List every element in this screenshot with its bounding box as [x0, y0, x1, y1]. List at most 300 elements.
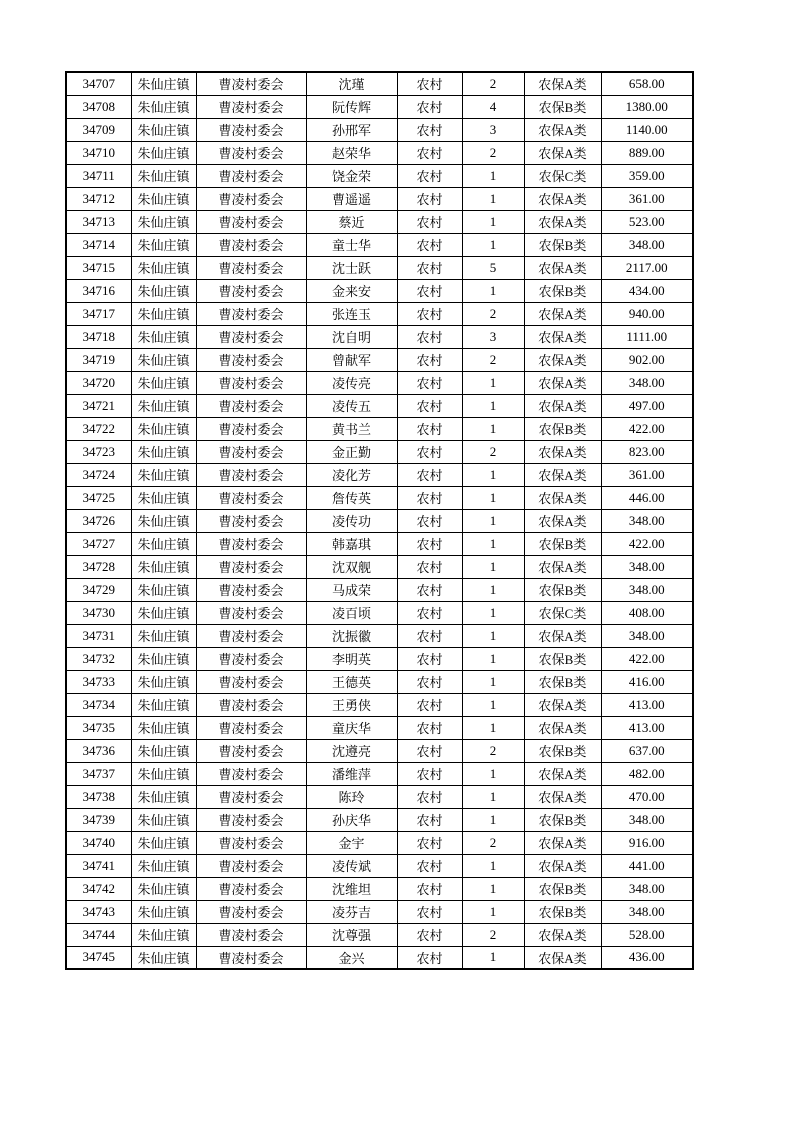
table-cell-town: 朱仙庄镇	[131, 164, 196, 187]
table-cell-amount: 1140.00	[601, 118, 693, 141]
table-cell-village-committee: 曹凌村委会	[196, 95, 306, 118]
table-cell-village-committee: 曹凌村委会	[196, 854, 306, 877]
table-cell-record-id: 34723	[66, 440, 131, 463]
table-cell-person-name: 沈双舰	[306, 555, 397, 578]
table-cell-record-id: 34744	[66, 923, 131, 946]
table-cell-person-name: 沈自明	[306, 325, 397, 348]
table-cell-insurance-category: 农保A类	[524, 325, 601, 348]
table-cell-residence-type: 农村	[397, 923, 462, 946]
table-cell-residence-type: 农村	[397, 808, 462, 831]
table-cell-amount: 422.00	[601, 417, 693, 440]
table-cell-insurance-category: 农保B类	[524, 647, 601, 670]
table-cell-insurance-category: 农保A类	[524, 693, 601, 716]
table-cell-village-committee: 曹凌村委会	[196, 785, 306, 808]
table-cell-insurance-category: 农保A类	[524, 831, 601, 854]
table-cell-person-count: 2	[462, 302, 524, 325]
table-cell-village-committee: 曹凌村委会	[196, 118, 306, 141]
table-cell-town: 朱仙庄镇	[131, 233, 196, 256]
table-cell-record-id: 34717	[66, 302, 131, 325]
table-cell-insurance-category: 农保A类	[524, 302, 601, 325]
table-cell-residence-type: 农村	[397, 256, 462, 279]
table-cell-person-name: 凌传五	[306, 394, 397, 417]
table-cell-town: 朱仙庄镇	[131, 72, 196, 95]
table-cell-amount: 497.00	[601, 394, 693, 417]
table-cell-amount: 434.00	[601, 279, 693, 302]
table-cell-amount: 940.00	[601, 302, 693, 325]
table-cell-town: 朱仙庄镇	[131, 509, 196, 532]
table-cell-village-committee: 曹凌村委会	[196, 624, 306, 647]
table-cell-insurance-category: 农保B类	[524, 233, 601, 256]
table-row	[66, 601, 693, 624]
table-cell-record-id: 34735	[66, 716, 131, 739]
table-row	[66, 72, 693, 95]
table-cell-village-committee: 曹凌村委会	[196, 394, 306, 417]
table-cell-village-committee: 曹凌村委会	[196, 463, 306, 486]
table-cell-person-name: 孙庆华	[306, 808, 397, 831]
table-row	[66, 716, 693, 739]
table-cell-insurance-category: 农保B类	[524, 739, 601, 762]
table-row	[66, 256, 693, 279]
table-cell-village-committee: 曹凌村委会	[196, 555, 306, 578]
table-cell-record-id: 34725	[66, 486, 131, 509]
table-cell-town: 朱仙庄镇	[131, 463, 196, 486]
table-cell-insurance-category: 农保A类	[524, 785, 601, 808]
table-cell-insurance-category: 农保A类	[524, 854, 601, 877]
table-row	[66, 808, 693, 831]
table-cell-residence-type: 农村	[397, 95, 462, 118]
table-cell-town: 朱仙庄镇	[131, 716, 196, 739]
table-cell-residence-type: 农村	[397, 900, 462, 923]
table-cell-amount: 361.00	[601, 187, 693, 210]
table-cell-village-committee: 曹凌村委会	[196, 486, 306, 509]
table-cell-amount: 2117.00	[601, 256, 693, 279]
table-cell-person-name: 凌百顷	[306, 601, 397, 624]
table-cell-town: 朱仙庄镇	[131, 877, 196, 900]
table-row	[66, 118, 693, 141]
table-cell-insurance-category: 农保A类	[524, 141, 601, 164]
table-cell-person-name: 金正勤	[306, 440, 397, 463]
table-cell-residence-type: 农村	[397, 210, 462, 233]
table-cell-person-count: 2	[462, 72, 524, 95]
table-cell-record-id: 34742	[66, 877, 131, 900]
table-cell-town: 朱仙庄镇	[131, 394, 196, 417]
table-cell-person-count: 1	[462, 578, 524, 601]
table-cell-residence-type: 农村	[397, 440, 462, 463]
table-cell-village-committee: 曹凌村委会	[196, 601, 306, 624]
table-cell-amount: 441.00	[601, 854, 693, 877]
table-cell-village-committee: 曹凌村委会	[196, 417, 306, 440]
table-cell-town: 朱仙庄镇	[131, 187, 196, 210]
table-cell-town: 朱仙庄镇	[131, 371, 196, 394]
table-cell-amount: 1111.00	[601, 325, 693, 348]
table-cell-amount: 823.00	[601, 440, 693, 463]
table-cell-person-name: 金宇	[306, 831, 397, 854]
table-cell-residence-type: 农村	[397, 486, 462, 509]
table-cell-village-committee: 曹凌村委会	[196, 233, 306, 256]
table-cell-village-committee: 曹凌村委会	[196, 532, 306, 555]
table-cell-residence-type: 农村	[397, 233, 462, 256]
table-cell-residence-type: 农村	[397, 578, 462, 601]
table-row	[66, 670, 693, 693]
table-cell-person-count: 2	[462, 141, 524, 164]
table-cell-village-committee: 曹凌村委会	[196, 923, 306, 946]
table-cell-insurance-category: 农保A类	[524, 946, 601, 969]
table-row	[66, 877, 693, 900]
table-cell-person-count: 2	[462, 348, 524, 371]
table-cell-insurance-category: 农保A类	[524, 486, 601, 509]
table-cell-record-id: 34718	[66, 325, 131, 348]
table-cell-insurance-category: 农保C类	[524, 601, 601, 624]
table-cell-person-count: 1	[462, 463, 524, 486]
table-cell-amount: 348.00	[601, 578, 693, 601]
table-cell-record-id: 34740	[66, 831, 131, 854]
table-cell-insurance-category: 农保B类	[524, 532, 601, 555]
table-cell-insurance-category: 农保A类	[524, 624, 601, 647]
table-cell-person-count: 1	[462, 716, 524, 739]
table-cell-person-count: 1	[462, 670, 524, 693]
table-cell-town: 朱仙庄镇	[131, 141, 196, 164]
table-cell-record-id: 34709	[66, 118, 131, 141]
table-cell-residence-type: 农村	[397, 785, 462, 808]
table-row	[66, 946, 693, 969]
table-cell-residence-type: 农村	[397, 302, 462, 325]
table-row	[66, 578, 693, 601]
table-cell-residence-type: 农村	[397, 279, 462, 302]
table-cell-residence-type: 农村	[397, 141, 462, 164]
table-cell-person-name: 凌传功	[306, 509, 397, 532]
table-cell-person-count: 1	[462, 210, 524, 233]
table-cell-person-count: 1	[462, 555, 524, 578]
table-cell-amount: 902.00	[601, 348, 693, 371]
table-cell-record-id: 34739	[66, 808, 131, 831]
table-cell-record-id: 34730	[66, 601, 131, 624]
table-cell-town: 朱仙庄镇	[131, 946, 196, 969]
table-cell-insurance-category: 农保B类	[524, 417, 601, 440]
table-cell-record-id: 34710	[66, 141, 131, 164]
table-cell-town: 朱仙庄镇	[131, 739, 196, 762]
table-cell-village-committee: 曹凌村委会	[196, 670, 306, 693]
table-cell-record-id: 34724	[66, 463, 131, 486]
table-cell-residence-type: 农村	[397, 555, 462, 578]
table-cell-village-committee: 曹凌村委会	[196, 302, 306, 325]
table-cell-town: 朱仙庄镇	[131, 808, 196, 831]
table-cell-insurance-category: 农保B类	[524, 808, 601, 831]
table-cell-insurance-category: 农保A类	[524, 509, 601, 532]
table-row	[66, 279, 693, 302]
table-cell-person-count: 1	[462, 854, 524, 877]
table-cell-amount: 528.00	[601, 923, 693, 946]
table-cell-village-committee: 曹凌村委会	[196, 877, 306, 900]
table-cell-person-count: 1	[462, 946, 524, 969]
table-cell-person-count: 2	[462, 440, 524, 463]
table-cell-insurance-category: 农保A类	[524, 440, 601, 463]
table-cell-person-count: 1	[462, 762, 524, 785]
table-cell-person-name: 凌芬吉	[306, 900, 397, 923]
table-cell-insurance-category: 农保A类	[524, 72, 601, 95]
table-cell-person-count: 1	[462, 900, 524, 923]
table-row	[66, 923, 693, 946]
table-cell-amount: 408.00	[601, 601, 693, 624]
table-cell-record-id: 34722	[66, 417, 131, 440]
table-cell-record-id: 34741	[66, 854, 131, 877]
table-cell-village-committee: 曹凌村委会	[196, 739, 306, 762]
table-cell-record-id: 34729	[66, 578, 131, 601]
table-cell-person-name: 沈瑾	[306, 72, 397, 95]
table-cell-person-name: 赵荣华	[306, 141, 397, 164]
table-cell-town: 朱仙庄镇	[131, 210, 196, 233]
table-cell-person-count: 1	[462, 877, 524, 900]
table-cell-record-id: 34713	[66, 210, 131, 233]
table-cell-amount: 413.00	[601, 693, 693, 716]
table-cell-amount: 916.00	[601, 831, 693, 854]
table-cell-record-id: 34736	[66, 739, 131, 762]
table-cell-person-name: 陈玲	[306, 785, 397, 808]
table-row	[66, 831, 693, 854]
table-cell-village-committee: 曹凌村委会	[196, 279, 306, 302]
table-cell-person-count: 2	[462, 739, 524, 762]
table-cell-residence-type: 农村	[397, 509, 462, 532]
table-row	[66, 210, 693, 233]
table-cell-residence-type: 农村	[397, 946, 462, 969]
table-cell-record-id: 34728	[66, 555, 131, 578]
table-row	[66, 141, 693, 164]
table-cell-amount: 446.00	[601, 486, 693, 509]
table-cell-person-name: 韩嘉琪	[306, 532, 397, 555]
table-cell-village-committee: 曹凌村委会	[196, 578, 306, 601]
table-cell-village-committee: 曹凌村委会	[196, 187, 306, 210]
records-table	[65, 71, 694, 970]
table-cell-person-count: 3	[462, 118, 524, 141]
table-cell-residence-type: 农村	[397, 394, 462, 417]
table-cell-insurance-category: 农保A类	[524, 762, 601, 785]
records-table-body	[66, 72, 693, 969]
table-cell-insurance-category: 农保A类	[524, 256, 601, 279]
table-row	[66, 302, 693, 325]
table-cell-person-name: 马成荣	[306, 578, 397, 601]
table-cell-insurance-category: 农保A类	[524, 394, 601, 417]
table-cell-insurance-category: 农保A类	[524, 555, 601, 578]
table-row	[66, 371, 693, 394]
table-cell-amount: 436.00	[601, 946, 693, 969]
table-cell-person-count: 5	[462, 256, 524, 279]
table-cell-amount: 348.00	[601, 233, 693, 256]
table-cell-town: 朱仙庄镇	[131, 762, 196, 785]
table-cell-residence-type: 农村	[397, 716, 462, 739]
table-cell-amount: 422.00	[601, 532, 693, 555]
table-cell-amount: 348.00	[601, 808, 693, 831]
table-cell-residence-type: 农村	[397, 647, 462, 670]
table-cell-town: 朱仙庄镇	[131, 900, 196, 923]
table-cell-town: 朱仙庄镇	[131, 348, 196, 371]
table-cell-residence-type: 农村	[397, 601, 462, 624]
table-cell-person-name: 沈尊强	[306, 923, 397, 946]
table-row	[66, 394, 693, 417]
table-cell-person-name: 曹遥遥	[306, 187, 397, 210]
table-cell-person-name: 金兴	[306, 946, 397, 969]
table-cell-town: 朱仙庄镇	[131, 302, 196, 325]
table-row	[66, 739, 693, 762]
table-cell-town: 朱仙庄镇	[131, 118, 196, 141]
table-cell-town: 朱仙庄镇	[131, 831, 196, 854]
table-cell-residence-type: 农村	[397, 348, 462, 371]
table-cell-person-name: 童庆华	[306, 716, 397, 739]
table-cell-insurance-category: 农保C类	[524, 164, 601, 187]
table-cell-person-count: 1	[462, 233, 524, 256]
table-cell-amount: 482.00	[601, 762, 693, 785]
table-cell-amount: 348.00	[601, 371, 693, 394]
table-cell-village-committee: 曹凌村委会	[196, 256, 306, 279]
table-cell-record-id: 34726	[66, 509, 131, 532]
table-cell-village-committee: 曹凌村委会	[196, 371, 306, 394]
table-cell-insurance-category: 农保A类	[524, 118, 601, 141]
table-cell-village-committee: 曹凌村委会	[196, 348, 306, 371]
table-cell-town: 朱仙庄镇	[131, 440, 196, 463]
table-cell-person-name: 凌传亮	[306, 371, 397, 394]
table-cell-residence-type: 农村	[397, 532, 462, 555]
table-cell-residence-type: 农村	[397, 693, 462, 716]
table-cell-person-count: 1	[462, 187, 524, 210]
table-row	[66, 555, 693, 578]
table-row	[66, 486, 693, 509]
table-cell-person-name: 凌化芳	[306, 463, 397, 486]
table-cell-person-name: 黄书兰	[306, 417, 397, 440]
table-cell-insurance-category: 农保A类	[524, 716, 601, 739]
table-cell-town: 朱仙庄镇	[131, 854, 196, 877]
table-cell-residence-type: 农村	[397, 164, 462, 187]
table-cell-insurance-category: 农保B类	[524, 95, 601, 118]
table-cell-town: 朱仙庄镇	[131, 647, 196, 670]
table-cell-amount: 361.00	[601, 463, 693, 486]
table-cell-amount: 1380.00	[601, 95, 693, 118]
table-row	[66, 440, 693, 463]
table-row	[66, 693, 693, 716]
table-cell-record-id: 34714	[66, 233, 131, 256]
table-cell-insurance-category: 农保A类	[524, 371, 601, 394]
table-cell-record-id: 34727	[66, 532, 131, 555]
table-cell-person-count: 1	[462, 601, 524, 624]
table-cell-village-committee: 曹凌村委会	[196, 141, 306, 164]
table-cell-insurance-category: 农保A类	[524, 348, 601, 371]
table-cell-person-count: 1	[462, 486, 524, 509]
table-cell-town: 朱仙庄镇	[131, 923, 196, 946]
table-cell-person-count: 1	[462, 417, 524, 440]
table-cell-person-count: 2	[462, 923, 524, 946]
table-cell-record-id: 34732	[66, 647, 131, 670]
table-cell-record-id: 34719	[66, 348, 131, 371]
table-cell-residence-type: 农村	[397, 371, 462, 394]
table-row	[66, 417, 693, 440]
table-cell-person-count: 1	[462, 624, 524, 647]
table-cell-town: 朱仙庄镇	[131, 785, 196, 808]
table-cell-record-id: 34737	[66, 762, 131, 785]
table-cell-residence-type: 农村	[397, 463, 462, 486]
table-cell-town: 朱仙庄镇	[131, 670, 196, 693]
table-row	[66, 509, 693, 532]
table-cell-person-name: 孙邢军	[306, 118, 397, 141]
table-cell-amount: 348.00	[601, 555, 693, 578]
table-cell-residence-type: 农村	[397, 325, 462, 348]
table-cell-person-count: 4	[462, 95, 524, 118]
table-cell-amount: 348.00	[601, 877, 693, 900]
table-cell-amount: 637.00	[601, 739, 693, 762]
table-cell-person-count: 1	[462, 693, 524, 716]
table-cell-person-count: 1	[462, 371, 524, 394]
table-cell-person-name: 王德英	[306, 670, 397, 693]
table-cell-record-id: 34721	[66, 394, 131, 417]
table-row	[66, 325, 693, 348]
table-row	[66, 187, 693, 210]
table-cell-town: 朱仙庄镇	[131, 279, 196, 302]
table-row	[66, 95, 693, 118]
table-cell-amount: 413.00	[601, 716, 693, 739]
table-cell-record-id: 34745	[66, 946, 131, 969]
table-cell-residence-type: 农村	[397, 624, 462, 647]
table-cell-residence-type: 农村	[397, 118, 462, 141]
table-cell-residence-type: 农村	[397, 72, 462, 95]
table-cell-amount: 658.00	[601, 72, 693, 95]
table-cell-town: 朱仙庄镇	[131, 693, 196, 716]
table-cell-person-name: 潘维萍	[306, 762, 397, 785]
table-cell-town: 朱仙庄镇	[131, 578, 196, 601]
table-row	[66, 785, 693, 808]
table-cell-town: 朱仙庄镇	[131, 95, 196, 118]
table-row	[66, 532, 693, 555]
table-cell-person-name: 凌传斌	[306, 854, 397, 877]
table-row	[66, 647, 693, 670]
table-row	[66, 900, 693, 923]
table-row	[66, 463, 693, 486]
table-row	[66, 762, 693, 785]
table-cell-residence-type: 农村	[397, 762, 462, 785]
table-cell-record-id: 34731	[66, 624, 131, 647]
table-cell-person-count: 1	[462, 785, 524, 808]
table-cell-town: 朱仙庄镇	[131, 555, 196, 578]
table-cell-village-committee: 曹凌村委会	[196, 440, 306, 463]
table-cell-town: 朱仙庄镇	[131, 601, 196, 624]
table-cell-person-name: 阮传辉	[306, 95, 397, 118]
table-cell-village-committee: 曹凌村委会	[196, 693, 306, 716]
table-cell-residence-type: 农村	[397, 670, 462, 693]
table-cell-residence-type: 农村	[397, 877, 462, 900]
table-cell-record-id: 34711	[66, 164, 131, 187]
table-row	[66, 164, 693, 187]
table-cell-village-committee: 曹凌村委会	[196, 509, 306, 532]
table-row	[66, 854, 693, 877]
table-cell-person-name: 詹传英	[306, 486, 397, 509]
table-cell-person-count: 1	[462, 647, 524, 670]
table-cell-person-name: 沈振徽	[306, 624, 397, 647]
table-cell-amount: 416.00	[601, 670, 693, 693]
table-cell-person-name: 王勇侠	[306, 693, 397, 716]
table-cell-village-committee: 曹凌村委会	[196, 210, 306, 233]
table-cell-amount: 348.00	[601, 509, 693, 532]
table-cell-person-name: 沈士跃	[306, 256, 397, 279]
table-cell-residence-type: 农村	[397, 739, 462, 762]
table-cell-insurance-category: 农保B类	[524, 578, 601, 601]
table-cell-village-committee: 曹凌村委会	[196, 900, 306, 923]
table-cell-amount: 359.00	[601, 164, 693, 187]
table-cell-village-committee: 曹凌村委会	[196, 716, 306, 739]
table-cell-person-name: 张连玉	[306, 302, 397, 325]
table-cell-insurance-category: 农保B类	[524, 900, 601, 923]
table-cell-village-committee: 曹凌村委会	[196, 808, 306, 831]
table-cell-village-committee: 曹凌村委会	[196, 831, 306, 854]
table-cell-amount: 422.00	[601, 647, 693, 670]
table-cell-record-id: 34707	[66, 72, 131, 95]
table-cell-person-name: 蔡近	[306, 210, 397, 233]
table-cell-residence-type: 农村	[397, 854, 462, 877]
table-cell-amount: 348.00	[601, 900, 693, 923]
